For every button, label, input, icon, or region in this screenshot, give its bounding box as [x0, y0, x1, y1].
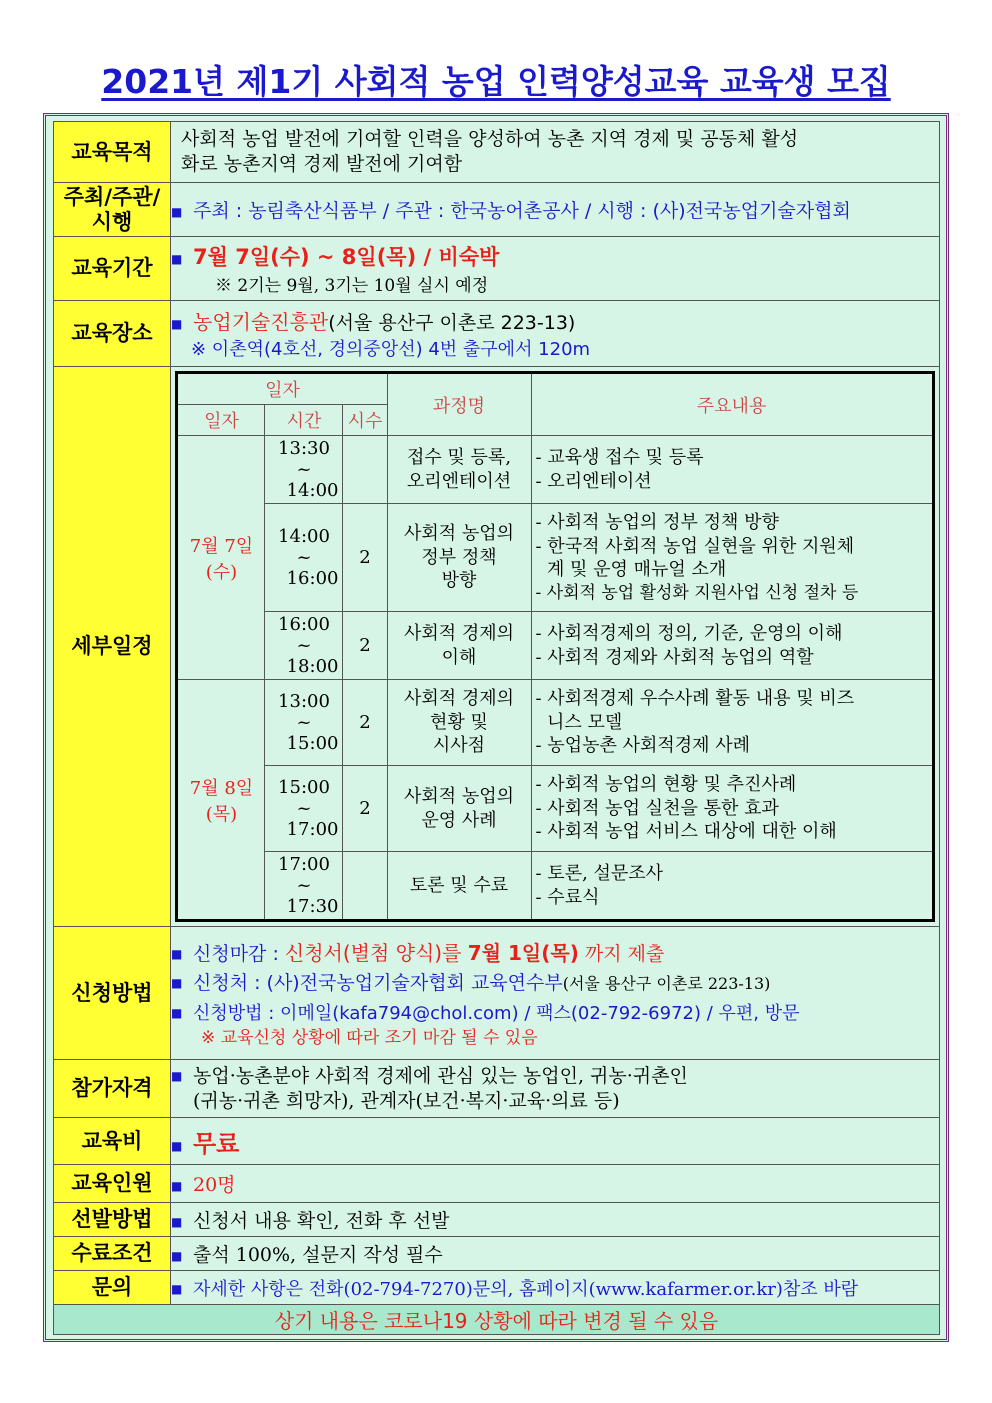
header-date: 일자	[177, 405, 265, 436]
course-line: 방향	[441, 570, 477, 592]
label-purpose: 교육목적	[54, 122, 171, 183]
row-apply	[54, 927, 940, 1060]
content-cell	[531, 436, 933, 504]
label-schedule: 세부일정	[54, 367, 171, 927]
course-cell	[387, 852, 531, 921]
footer-note: 상기 내용은 코로나19 상황에 따라 변경 될 수 있음	[54, 1305, 940, 1335]
content-line: - 오리엔테이션	[535, 470, 652, 492]
time-end: 15:00	[286, 733, 339, 754]
content-line: - 사회적경제 우수사례 활동 내용 및 비즈	[535, 688, 855, 710]
hours-cell	[343, 436, 387, 504]
course-cell	[387, 504, 531, 612]
row-inquiry	[54, 1271, 940, 1305]
course-line: 사회적 농업의	[403, 523, 515, 545]
content-line: - 교육생 접수 및 등록	[535, 447, 704, 469]
eligibility-line-1: 농업·농촌분야 사회적 경제에 관심 있는 농업인, 귀농·귀촌인	[193, 1064, 688, 1087]
apply-deadline-label: 신청마감 :	[193, 942, 285, 965]
course-line: 사회적 경제의	[403, 623, 515, 645]
content-line: - 사회적 농업의 현황 및 추진사례	[535, 774, 797, 796]
bullet-icon: ■	[171, 976, 183, 991]
apply-deadline-date: 7월 1일(목)	[467, 940, 579, 965]
venue-address: (서울 용산구 이촌로 223-13)	[328, 312, 576, 334]
apply-deadline-tail: 까지 제출	[578, 942, 665, 965]
hours-cell: 2	[343, 680, 387, 766]
label-apply: 신청방법	[54, 927, 171, 1060]
course-cell	[387, 612, 531, 680]
content-cell	[531, 504, 933, 612]
content-line: 니스 모델	[535, 711, 623, 733]
time-cell	[265, 612, 343, 680]
row-fee	[54, 1118, 940, 1165]
apply-place-address: (서울 용산구 이촌로 223-13)	[562, 974, 771, 994]
content-line: - 사회적 농업 실천을 통한 효과	[535, 797, 779, 819]
hours-cell: 2	[343, 612, 387, 680]
apply-deadline-form: 신청서(별첨 양식)를	[284, 940, 468, 965]
time-end: 18:00	[286, 656, 339, 677]
hours-cell	[343, 852, 387, 921]
course-line: 운영 사례	[421, 809, 497, 831]
apply-place: 신청처 : (사)전국농업기술자협회 교육연수부	[193, 972, 563, 995]
completion-value: 출석 100%, 설문지 작성 필수	[193, 1244, 443, 1266]
time-start: 15:00 ~	[278, 777, 330, 819]
label-selection: 선발방법	[54, 1203, 171, 1237]
row-footer-note	[54, 1305, 940, 1335]
bullet-icon: ■	[171, 1249, 183, 1263]
time-cell	[265, 852, 343, 921]
venue-note: ※ 이촌역(4호선, 경의중앙선) 4번 출구에서 120m	[191, 339, 591, 360]
row-schedule	[54, 367, 940, 927]
schedule-row	[177, 766, 933, 852]
row-capacity	[54, 1165, 940, 1203]
inquiry-text	[171, 1271, 940, 1305]
content-cell	[531, 766, 933, 852]
time-cell	[265, 766, 343, 852]
content-line: 계 및 운영 매뉴얼 소개	[535, 559, 727, 581]
label-period: 교육기간	[54, 237, 171, 301]
time-start: 17:00 ~	[278, 854, 330, 896]
host-value: 주최 : 농림축산식품부 / 주관 : 한국농어촌공사 / 시행 : (사)전국농업기술자협회	[193, 200, 851, 222]
schedule-row	[177, 436, 933, 504]
apply-method: 신청방법 : 이메일(kafa794@chol.com) / 팩스(02-792-6972) / 우편, 방문	[193, 1002, 800, 1024]
row-selection	[54, 1203, 940, 1237]
bullet-icon: ■	[171, 1005, 183, 1020]
content-cell	[531, 612, 933, 680]
content-cell	[531, 680, 933, 766]
schedule-row	[177, 612, 933, 680]
time-start: 13:00 ~	[278, 691, 330, 733]
label-capacity: 교육인원	[54, 1165, 171, 1203]
bullet-icon: ■	[171, 1178, 183, 1193]
label-host	[54, 183, 171, 237]
row-host	[54, 183, 940, 237]
capacity-value: 20명	[193, 1174, 236, 1196]
bullet-icon: ■	[171, 1282, 183, 1296]
selection-value: 신청서 내용 확인, 전화 후 선발	[193, 1210, 450, 1232]
day-2	[177, 680, 265, 921]
content-line: - 사회적경제의 정의, 기준, 운영의 이해	[535, 623, 843, 645]
eligibility-line-2: (귀농·귀촌 희망자), 관계자(보건·복지·교육·의료 등)	[193, 1089, 620, 1112]
period-note: ※ 2기는 9월, 3기는 10월 실시 예정	[215, 276, 489, 296]
capacity-text	[171, 1165, 940, 1203]
schedule-row	[177, 680, 933, 766]
page-title: 2021년 제1기 사회적 농업 인력양성교육 교육생 모집	[101, 62, 891, 101]
apply-text	[171, 927, 940, 1060]
label-host-line-1: 주최/주관/	[63, 185, 161, 210]
inquiry-value: 자세한 사항은 전화(02-794-7270)문의, 홈페이지(www.kafarmer.or.kr)참조 바람	[193, 1278, 859, 1300]
label-inquiry: 문의	[54, 1271, 171, 1305]
schedule-table	[175, 371, 934, 922]
content-line: - 농업농촌 사회적경제 사례	[535, 735, 751, 757]
purpose-line-1: 사회적 농업 발전에 기여할 인력을 양성하여 농촌 지역 경제 및 공동체 활성	[181, 128, 799, 151]
day-1	[177, 436, 265, 680]
course-cell	[387, 680, 531, 766]
course-line: 오리엔테이션	[406, 470, 512, 492]
day-2-date: 7월 8일	[189, 777, 254, 799]
row-venue	[54, 301, 940, 367]
course-line: 정부 정책	[421, 546, 497, 568]
course-line: 사회적 농업의	[403, 786, 515, 808]
day-2-dow: (목)	[205, 803, 238, 825]
header-time: 시간	[265, 405, 343, 436]
content-line: - 사회적 경제와 사회적 농업의 역할	[535, 646, 814, 668]
content-line: - 사회적 농업 서비스 대상에 대한 이해	[535, 821, 837, 843]
schedule-cell	[171, 367, 940, 927]
time-cell	[265, 680, 343, 766]
time-cell	[265, 504, 343, 612]
venue-name: 농업기술진흥관	[193, 310, 329, 334]
course-line: 접수 및 등록,	[406, 447, 512, 469]
apply-note: ※ 교육신청 상황에 따라 조기 마감 될 수 있음	[201, 1027, 538, 1048]
hours-cell: 2	[343, 766, 387, 852]
bullet-icon: ■	[171, 204, 183, 219]
course-line: 현황 및	[430, 711, 488, 733]
bullet-icon: ■	[171, 1215, 183, 1229]
row-eligibility	[54, 1060, 940, 1118]
schedule-row	[177, 504, 933, 612]
course-line: 시사점	[432, 735, 486, 757]
label-completion: 수료조건	[54, 1237, 171, 1271]
time-start: 13:30 ~	[278, 438, 330, 480]
content-line: - 한국적 사회적 농업 실현을 위한 지원체	[535, 535, 855, 557]
period-text	[171, 237, 940, 301]
header-course: 과정명	[387, 373, 531, 436]
completion-text	[171, 1237, 940, 1271]
time-cell	[265, 436, 343, 504]
row-completion	[54, 1237, 940, 1271]
course-cell	[387, 766, 531, 852]
bullet-icon: ■	[171, 316, 183, 331]
venue-text	[171, 301, 940, 367]
bullet-icon: ■	[171, 1139, 183, 1153]
label-fee: 교육비	[54, 1118, 171, 1165]
purpose-line-2: 화로 농촌지역 경제 발전에 기여함	[181, 153, 463, 175]
time-start: 16:00 ~	[278, 614, 330, 656]
header-hours: 시수	[343, 405, 387, 436]
period-main: 7월 7일(수) ~ 8일(목) / 비숙박	[193, 245, 500, 269]
time-end: 16:00	[286, 568, 339, 589]
time-end: 17:00	[286, 819, 339, 840]
content-line: - 사회적 농업 활성화 지원사업 신청 절차 등	[535, 582, 859, 603]
day-1-date: 7월 7일	[189, 535, 254, 557]
content-line: - 수료식	[535, 886, 600, 908]
label-eligibility: 참가자격	[54, 1060, 171, 1118]
time-start: 14:00 ~	[278, 526, 330, 568]
content-line: - 사회적 농업의 정부 정책 방향	[535, 512, 779, 534]
purpose-text	[171, 122, 940, 183]
header-date-group: 일자	[177, 373, 387, 405]
bullet-icon: ■	[171, 946, 183, 961]
content-cell	[531, 852, 933, 921]
content-line: - 토론, 설문조사	[535, 863, 664, 885]
bullet-icon: ■	[171, 1069, 183, 1084]
bullet-icon: ■	[171, 251, 183, 266]
course-line: 사회적 경제의	[403, 688, 515, 710]
fee-value: 무료	[193, 1129, 240, 1158]
course-line: 토론 및 수료	[409, 874, 509, 896]
label-venue: 교육장소	[54, 301, 171, 367]
hours-cell: 2	[343, 504, 387, 612]
host-text	[171, 183, 940, 237]
course-cell	[387, 436, 531, 504]
row-purpose	[54, 122, 940, 183]
selection-text	[171, 1203, 940, 1237]
row-period	[54, 237, 940, 301]
day-1-dow: (수)	[205, 561, 238, 583]
schedule-row	[177, 852, 933, 921]
course-line: 이해	[441, 646, 477, 668]
fee-text	[171, 1118, 940, 1165]
header-content: 주요내용	[531, 373, 933, 436]
time-end: 14:00	[286, 480, 339, 501]
eligibility-text	[171, 1060, 940, 1118]
time-end: 17:30	[286, 896, 339, 917]
label-host-line-2: 시행	[91, 209, 133, 234]
info-table	[53, 121, 940, 1335]
